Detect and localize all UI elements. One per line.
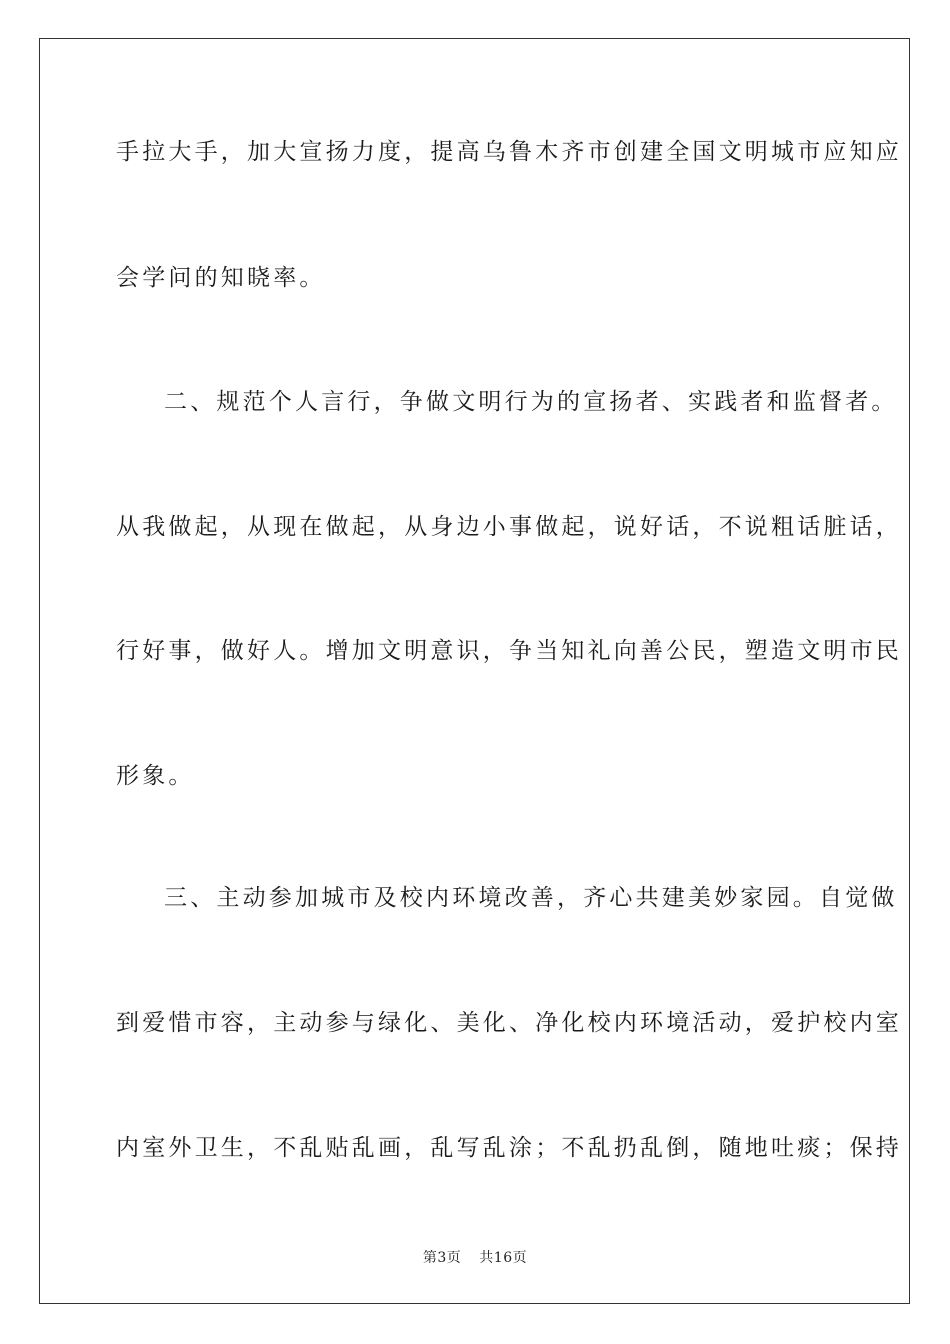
body-line-6: 形象。 [116, 763, 195, 789]
body-line-1: 手拉大手，加大宣扬力度，提高乌鲁木齐市创建全国文明城市应知应 [116, 139, 902, 165]
page-footer [0, 1247, 950, 1267]
body-line-8: 到爱惜市容，主动参与绿化、美化、净化校内环境活动，爱护校内室 [116, 1010, 902, 1036]
body-line-4: 从我做起，从现在做起，从身边小事做起，说好话，不说粗话脏话， [116, 514, 902, 540]
body-line-7: 三、主动参加城市及校内环境改善，齐心共建美妙家园。自觉做 [164, 885, 898, 911]
page-total: 共16页 [479, 1250, 528, 1266]
page-border [39, 38, 910, 1304]
body-line-3: 二、规范个人言行，争做文明行为的宣扬者、实践者和监督者。 [164, 389, 898, 415]
body-line-2: 会学问的知晓率。 [116, 265, 326, 291]
body-line-9: 内室外卫生，不乱贴乱画，乱写乱涂；不乱扔乱倒，随地吐痰；保持 [116, 1135, 902, 1161]
body-line-5: 行好事，做好人。增加文明意识，争当知礼向善公民，塑造文明市民 [116, 638, 902, 664]
page-number: 第3页 [422, 1250, 462, 1266]
